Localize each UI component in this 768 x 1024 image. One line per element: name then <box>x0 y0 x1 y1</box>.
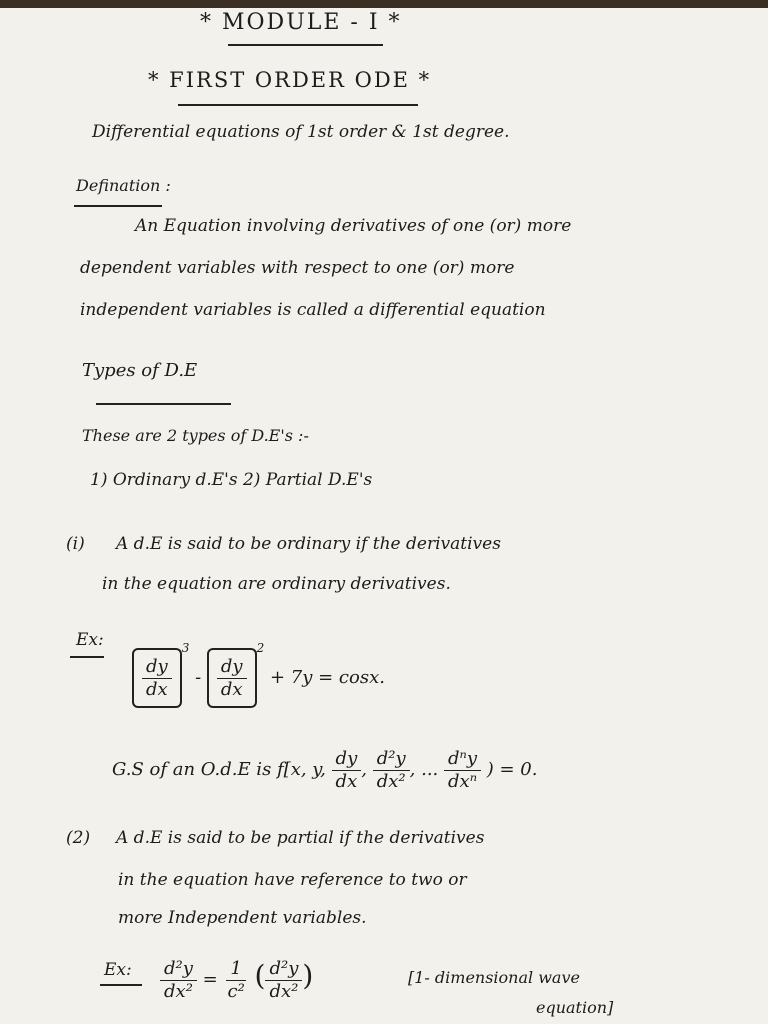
definition-line-1: An Equation involving derivatives of one (or) more <box>135 216 572 236</box>
bracket-term-2: $\frac{dy}{dx}$ <box>207 648 257 708</box>
definition-line-3: independent variables is called a differential equation <box>80 300 546 320</box>
types-underline <box>96 403 231 405</box>
ordinary-example-underline <box>70 656 104 658</box>
topic-underline <box>178 104 418 106</box>
partial-example-label: Ex: <box>104 960 132 980</box>
page-top-edge <box>0 0 768 8</box>
module-underline <box>228 44 383 46</box>
wave-equation-note: [1- dimensional wave <box>408 968 580 987</box>
ordinary-line-1: A d.E is said to be ordinary if the derivatives <box>116 534 501 554</box>
definition-heading: Defination : <box>76 176 171 195</box>
partial-example-underline <box>100 984 142 986</box>
ordinary-label: (i) <box>66 534 85 554</box>
general-solution: G.S of an O.d.E is f[x, y, $\frac{dy}{dx}$ , $\frac{\text{d²y}}{\text{dx²}}$ , ... $\frac{\text{dⁿy}}{\text{dxⁿ}}$ ) = 0. <box>112 748 538 792</box>
types-heading: Types of D.E <box>82 360 198 381</box>
ordinary-example-label: Ex: <box>76 630 104 650</box>
types-intro: These are 2 types of D.E's :- <box>82 426 309 445</box>
module-heading: * MODULE - I * <box>200 10 402 35</box>
partial-label: (2) <box>66 828 91 848</box>
definition-underline <box>74 205 162 207</box>
wave-equation: $\frac{\text{d²y}}{\text{dx²}}$ = $\frac{1}{\text{c²}}$ ( $\frac{\text{d²y}}{\text{dx²}}$ ) <box>160 958 313 1002</box>
ordinary-example-equation: $\frac{dy}{dx}$ $^3$ - $\frac{dy}{dx}$ $^2$ + 7y = cosx. <box>132 648 385 708</box>
subtitle: Differential equations of 1st order & 1st degree. <box>92 122 510 142</box>
partial-line-1: A d.E is said to be partial if the derivatives <box>116 828 485 848</box>
bracket-term-1: $\frac{dy}{dx}$ <box>132 648 182 708</box>
types-list: 1) Ordinary d.E's 2) Partial D.E's <box>90 470 373 490</box>
partial-line-2: in the equation have reference to two or <box>118 870 467 890</box>
topic-heading: * FIRST ORDER ODE * <box>148 68 432 92</box>
ordinary-line-2: in the equation are ordinary derivatives. <box>102 574 451 594</box>
definition-line-2: dependent variables with respect to one (or) more <box>80 258 515 278</box>
partial-line-3: more Independent variables. <box>118 908 367 928</box>
wave-equation-note-2: equation] <box>536 998 614 1017</box>
